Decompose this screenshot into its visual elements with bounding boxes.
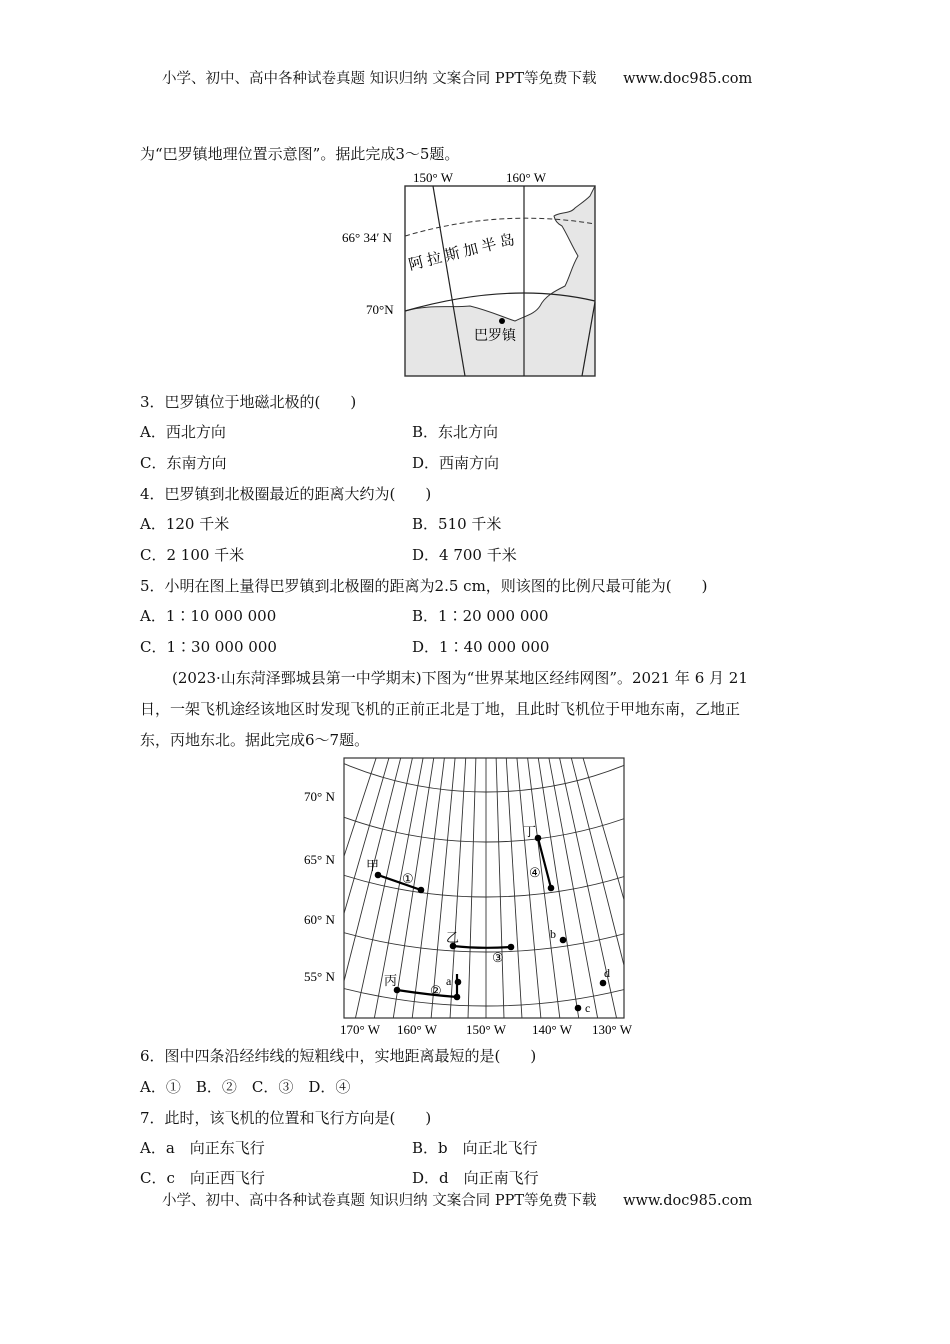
q3-option-a[interactable]: A．西北方向 [140, 423, 226, 441]
q3-option-b[interactable]: B．东北方向 [412, 423, 499, 441]
point-label-d: d [604, 966, 610, 980]
q5-option-c[interactable]: C．1∶30 000 000 [140, 638, 277, 656]
point-label-a: a [446, 974, 452, 988]
segment-label-3: ③ [492, 950, 504, 965]
point-label-yi: 乙 [446, 930, 460, 945]
barrow-map [340, 166, 640, 381]
q7-option-c[interactable]: C．c 向正西飞行 [140, 1169, 265, 1187]
q6-options[interactable]: A．① B．② C．③ D．④ [140, 1078, 351, 1096]
intro-text-2-line-2: 日，一架飞机途经该地区时发现飞机的正前正北是丁地，且此时飞机位于甲地东南，乙地正 [140, 700, 741, 718]
question-7: 7．此时，该飞机的位置和飞行方向是( ) [140, 1109, 432, 1127]
lon-label-150w: 150° W [466, 1022, 506, 1037]
q4-option-c[interactable]: C．2 100 千米 [140, 546, 245, 564]
footer-text: 小学、初中、高中各种试卷真题 知识归纳 文案合同 PPT等免费下载 [162, 1193, 597, 1209]
footer-url: www.doc985.com [623, 1193, 753, 1209]
q5-option-b[interactable]: B．1∶20 000 000 [412, 607, 549, 625]
segment-label-4: ④ [529, 865, 541, 880]
question-5: 5．小明在图上量得巴罗镇到北极圈的距离为2.5 cm，则该图的比例尺最可能为( ) [140, 577, 708, 595]
q7-option-b[interactable]: B．b 向正北飞行 [412, 1139, 538, 1157]
lon-label-160w: 160° W [397, 1022, 437, 1037]
header-text: 小学、初中、高中各种试卷真题 知识归纳 文案合同 PPT等免费下载 [162, 71, 597, 87]
q7-option-d[interactable]: D．d 向正南飞行 [412, 1169, 539, 1187]
lon-label-130w: 130° W [592, 1022, 632, 1037]
point-label-b: b [550, 927, 556, 941]
point-label-c: c [585, 1001, 591, 1015]
question-3: 3．巴罗镇位于地磁北极的( ) [140, 393, 357, 411]
point-label-bing: 丙 [384, 973, 398, 988]
lon-label-160w: 160° W [506, 170, 546, 185]
lat-label-55n: 55° N [304, 969, 335, 984]
lat-label-70n: 70°N [366, 302, 394, 317]
intro-text-2-line-1: (2023·山东菏泽鄄城县第一中学期末)下图为“世界某地区经纬网图”。2021 年 6 月 21 [172, 669, 748, 687]
lon-label-170w: 170° W [340, 1022, 380, 1037]
header-url: www.doc985.com [623, 71, 753, 87]
q3-option-d[interactable]: D．西南方向 [412, 454, 500, 472]
page-footer [162, 1191, 752, 1211]
q5-option-a[interactable]: A．1∶10 000 000 [140, 607, 277, 625]
point-label-ding: 丁 [523, 824, 537, 839]
graticule-map [300, 752, 645, 1037]
page-header [162, 69, 752, 89]
intro-text-1: 为“巴罗镇地理位置示意图”。据此完成3～5题。 [140, 145, 460, 163]
lon-label-150w: 150° W [413, 170, 453, 185]
question-6: 6．图中四条沿经纬线的短粗线中，实地距离最短的是( ) [140, 1047, 537, 1065]
town-label-barrow: 巴罗镇 [474, 329, 516, 344]
q4-option-d[interactable]: D．4 700 千米 [412, 546, 517, 564]
q4-option-b[interactable]: B．510 千米 [412, 515, 502, 533]
intro-text-2-line-3: 东，丙地东北。据此完成6～7题。 [140, 731, 370, 749]
point-label-jia: 甲 [366, 858, 380, 873]
q7-option-a[interactable]: A．a 向正东飞行 [140, 1139, 265, 1157]
lat-label-70n: 70° N [304, 789, 335, 804]
question-4: 4．巴罗镇到北极圈最近的距离大约为( ) [140, 485, 432, 503]
region-label-alaska: 阿 拉 斯 加 半 岛 [407, 232, 517, 274]
lat-label-65n: 65° N [304, 852, 335, 867]
segment-label-2: ② [430, 983, 442, 998]
q3-option-c[interactable]: C．东南方向 [140, 454, 227, 472]
lon-label-140w: 140° W [532, 1022, 572, 1037]
segment-label-1: ① [402, 871, 414, 886]
lat-label-60n: 60° N [304, 912, 335, 927]
lat-label-arctic-circle: 66° 34′ N [342, 230, 392, 245]
q4-option-a[interactable]: A．120 千米 [140, 515, 230, 533]
q5-option-d[interactable]: D．1∶40 000 000 [412, 638, 550, 656]
